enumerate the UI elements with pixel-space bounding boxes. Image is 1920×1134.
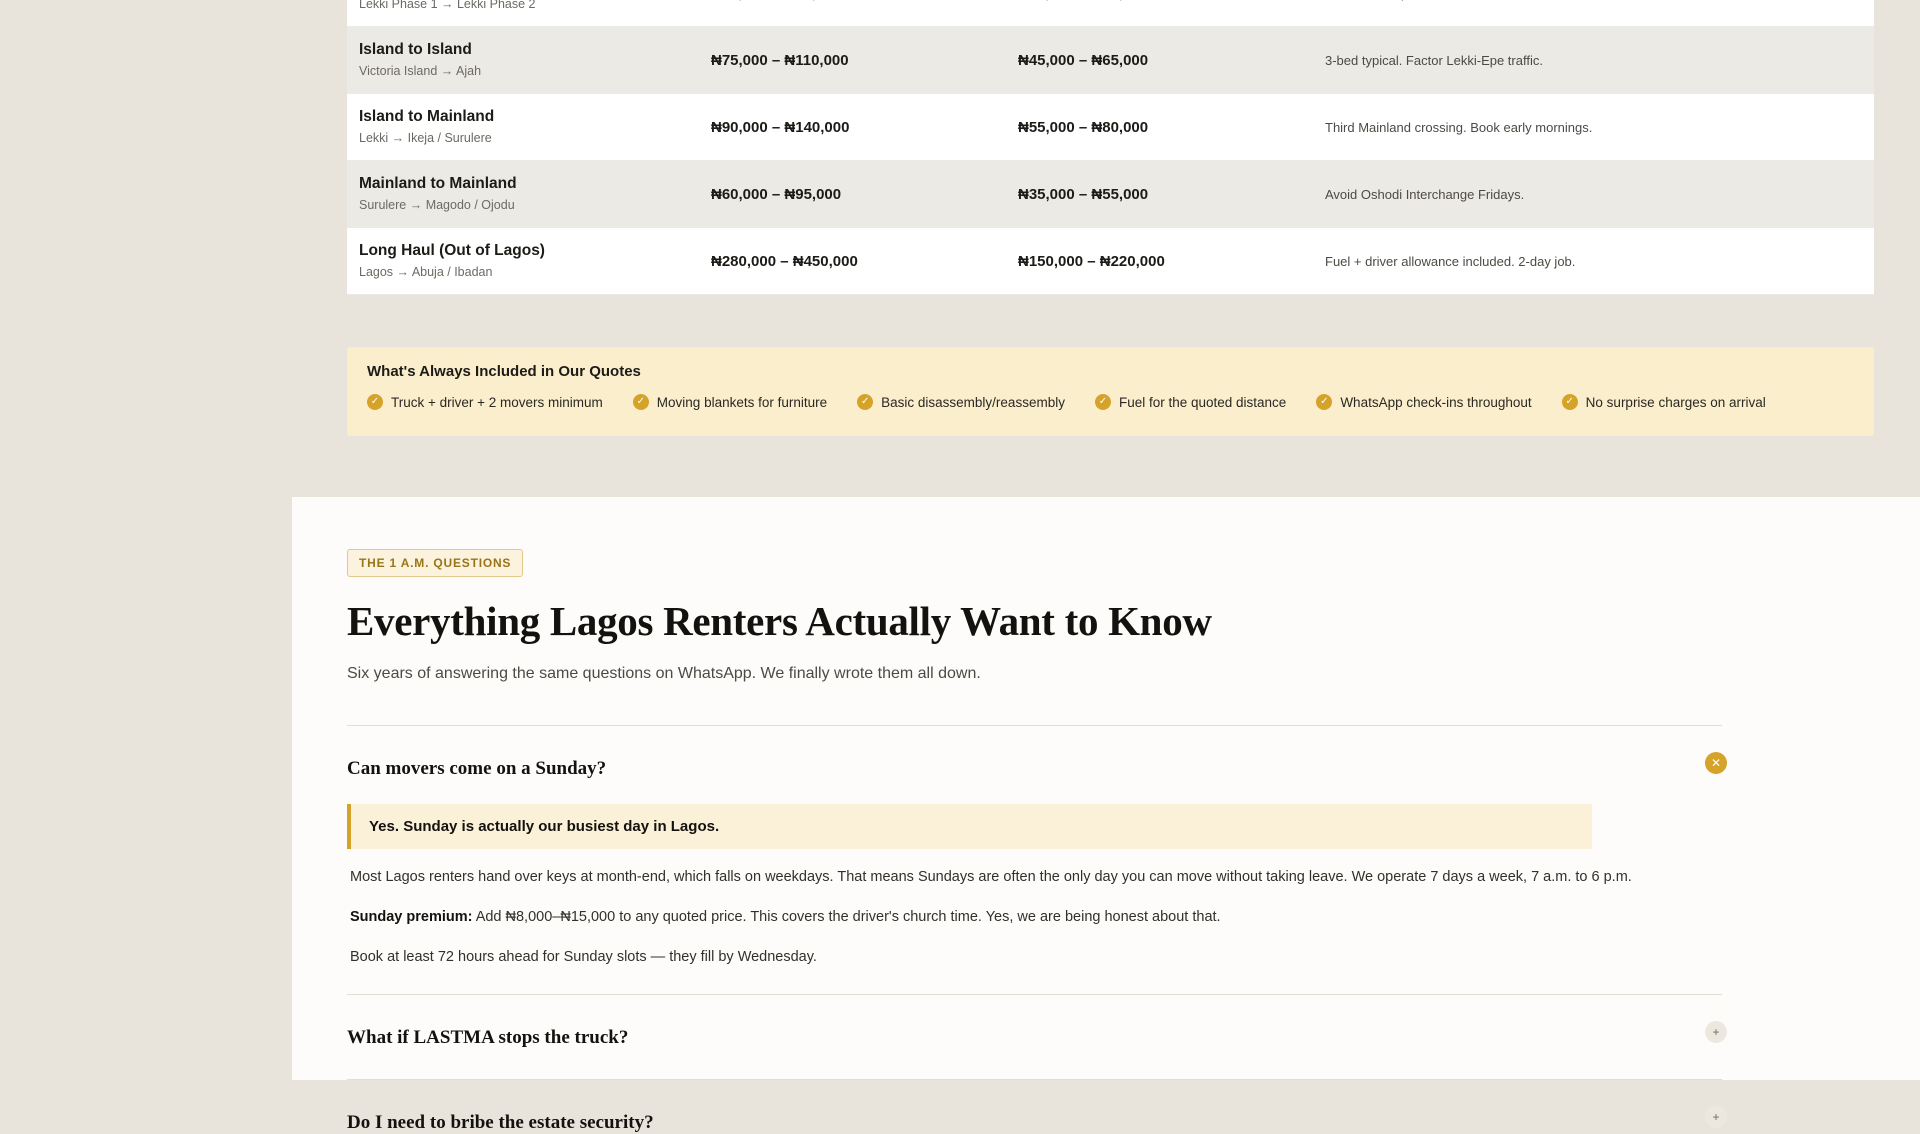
page-title: Everything Lagos Renters Actually Want to Know [347,598,1212,644]
list-item [857,394,1065,410]
faq-item-lastma [347,995,1722,1049]
pricing-section [0,0,1920,497]
list-item [633,394,827,410]
list-item-label: No surprise charges on arrival [1585,394,1766,410]
route-note: Avoid Oshodi Interchange Fridays. [1325,186,1525,202]
check-icon: ✓ [1316,394,1332,410]
list-item [1562,394,1766,410]
faq-toggle-plus-icon[interactable]: + [1705,1106,1727,1128]
route-cell [347,0,711,13]
list-item [367,394,603,410]
list-item-label: Moving blankets for furniture [656,394,828,410]
check-icon: ✓ [1562,394,1578,410]
route-note: Fuel + driver allowance included. 2-day job. [1325,253,1576,269]
route-subtitle: Lekki Phase 1 → Lekki Phase 2 [359,0,536,12]
table-row[interactable] [347,0,1874,27]
faq-item-sunday [347,726,1722,968]
faq-answer-highlight: Yes. Sunday is actually our busiest day in Lagos. [347,804,1592,849]
price-primary: ₦90,000 – ₦140,000 [711,118,850,136]
route-subtitle: Lagos → Abuja / Ibadan [359,265,493,280]
route-title: Island to Mainland [359,108,495,126]
route-subtitle: Victoria Island → Ajah [359,64,482,79]
faq-section [292,497,1920,1134]
route-note [1325,0,1865,1]
faq-answer-paragraph: Sunday premium: Add ₦8,000–₦15,000 to any quoted price. This covers the driver's church time. Yes, we are being honest about that. [350,908,1221,925]
route-title: Island to Island [359,41,472,59]
price-secondary: ₦55,000 – ₦80,000 [1018,118,1149,136]
route-title: Long Haul (Out of Lagos) [359,242,545,260]
list-item-label: Fuel for the quoted distance [1118,394,1287,410]
price-secondary [1018,0,1325,2]
table-row[interactable] [347,228,1874,295]
included-title: What's Always Included in Our Quotes [367,363,641,380]
price-primary: ₦280,000 – ₦450,000 [711,252,858,270]
check-icon: ✓ [633,394,649,410]
list-item-label: Truck + driver + 2 movers minimum [391,394,603,410]
check-icon: ✓ [1095,394,1111,410]
list-item-label: Basic disassembly/reassembly [881,394,1065,410]
route-cell [347,40,711,79]
price-secondary: ₦35,000 – ₦55,000 [1018,185,1149,203]
route-title: Mainland to Mainland [359,175,517,193]
faq-item-security [347,1080,1722,1134]
included-banner [347,347,1874,436]
faq-toggle-plus-icon[interactable]: + [1705,1021,1727,1043]
table-row[interactable] [347,94,1874,161]
price-primary: ₦75,000 – ₦110,000 [711,51,849,69]
route-cell [347,107,711,146]
route-subtitle: Lekki → Ikeja / Surulere [359,131,492,146]
price-secondary: ₦150,000 – ₦220,000 [1018,252,1165,270]
list-item-label: WhatsApp check-ins throughout [1340,394,1532,410]
faq-question[interactable]: What if LASTMA stops the truck? [347,1027,629,1049]
section-eyebrow: THE 1 A.M. QUESTIONS [347,549,523,577]
faq-answer-paragraph: Book at least 72 hours ahead for Sunday slots — they fill by Wednesday. [350,948,817,965]
list-item [1095,394,1286,410]
faq-question[interactable]: Can movers come on a Sunday? [347,758,607,779]
route-subtitle: Surulere → Magodo / Ojodu [359,198,515,213]
route-cell [347,241,711,280]
route-note: 3-bed typical. Factor Lekki-Epe traffic. [1325,52,1543,68]
check-icon: ✓ [367,394,383,410]
table-row[interactable] [347,161,1874,228]
pricing-table [347,0,1874,295]
faq-answer-paragraph: Most Lagos renters hand over keys at month-end, which falls on weekdays. That means Sundays are often the only day you can move without taking leave. We operate 7 days a week, 7 a.m. to 6 p.m. [350,869,1632,885]
section-subtitle: Six years of answering the same questions on WhatsApp. We finally wrote them all down. [347,665,981,682]
price-primary: ₦60,000 – ₦95,000 [711,185,842,203]
list-item [1316,394,1531,410]
check-icon: ✓ [857,394,873,410]
route-cell [347,174,711,213]
price-secondary: ₦45,000 – ₦65,000 [1018,51,1149,69]
faq-question[interactable]: Do I need to bribe the estate security? [347,1112,654,1134]
table-row[interactable] [347,27,1874,94]
route-note: Third Mainland crossing. Book early mornings. [1325,119,1593,135]
faq-toggle-close-icon[interactable]: ✕ [1705,752,1727,774]
price-primary [711,0,1018,2]
included-list [367,394,1854,410]
